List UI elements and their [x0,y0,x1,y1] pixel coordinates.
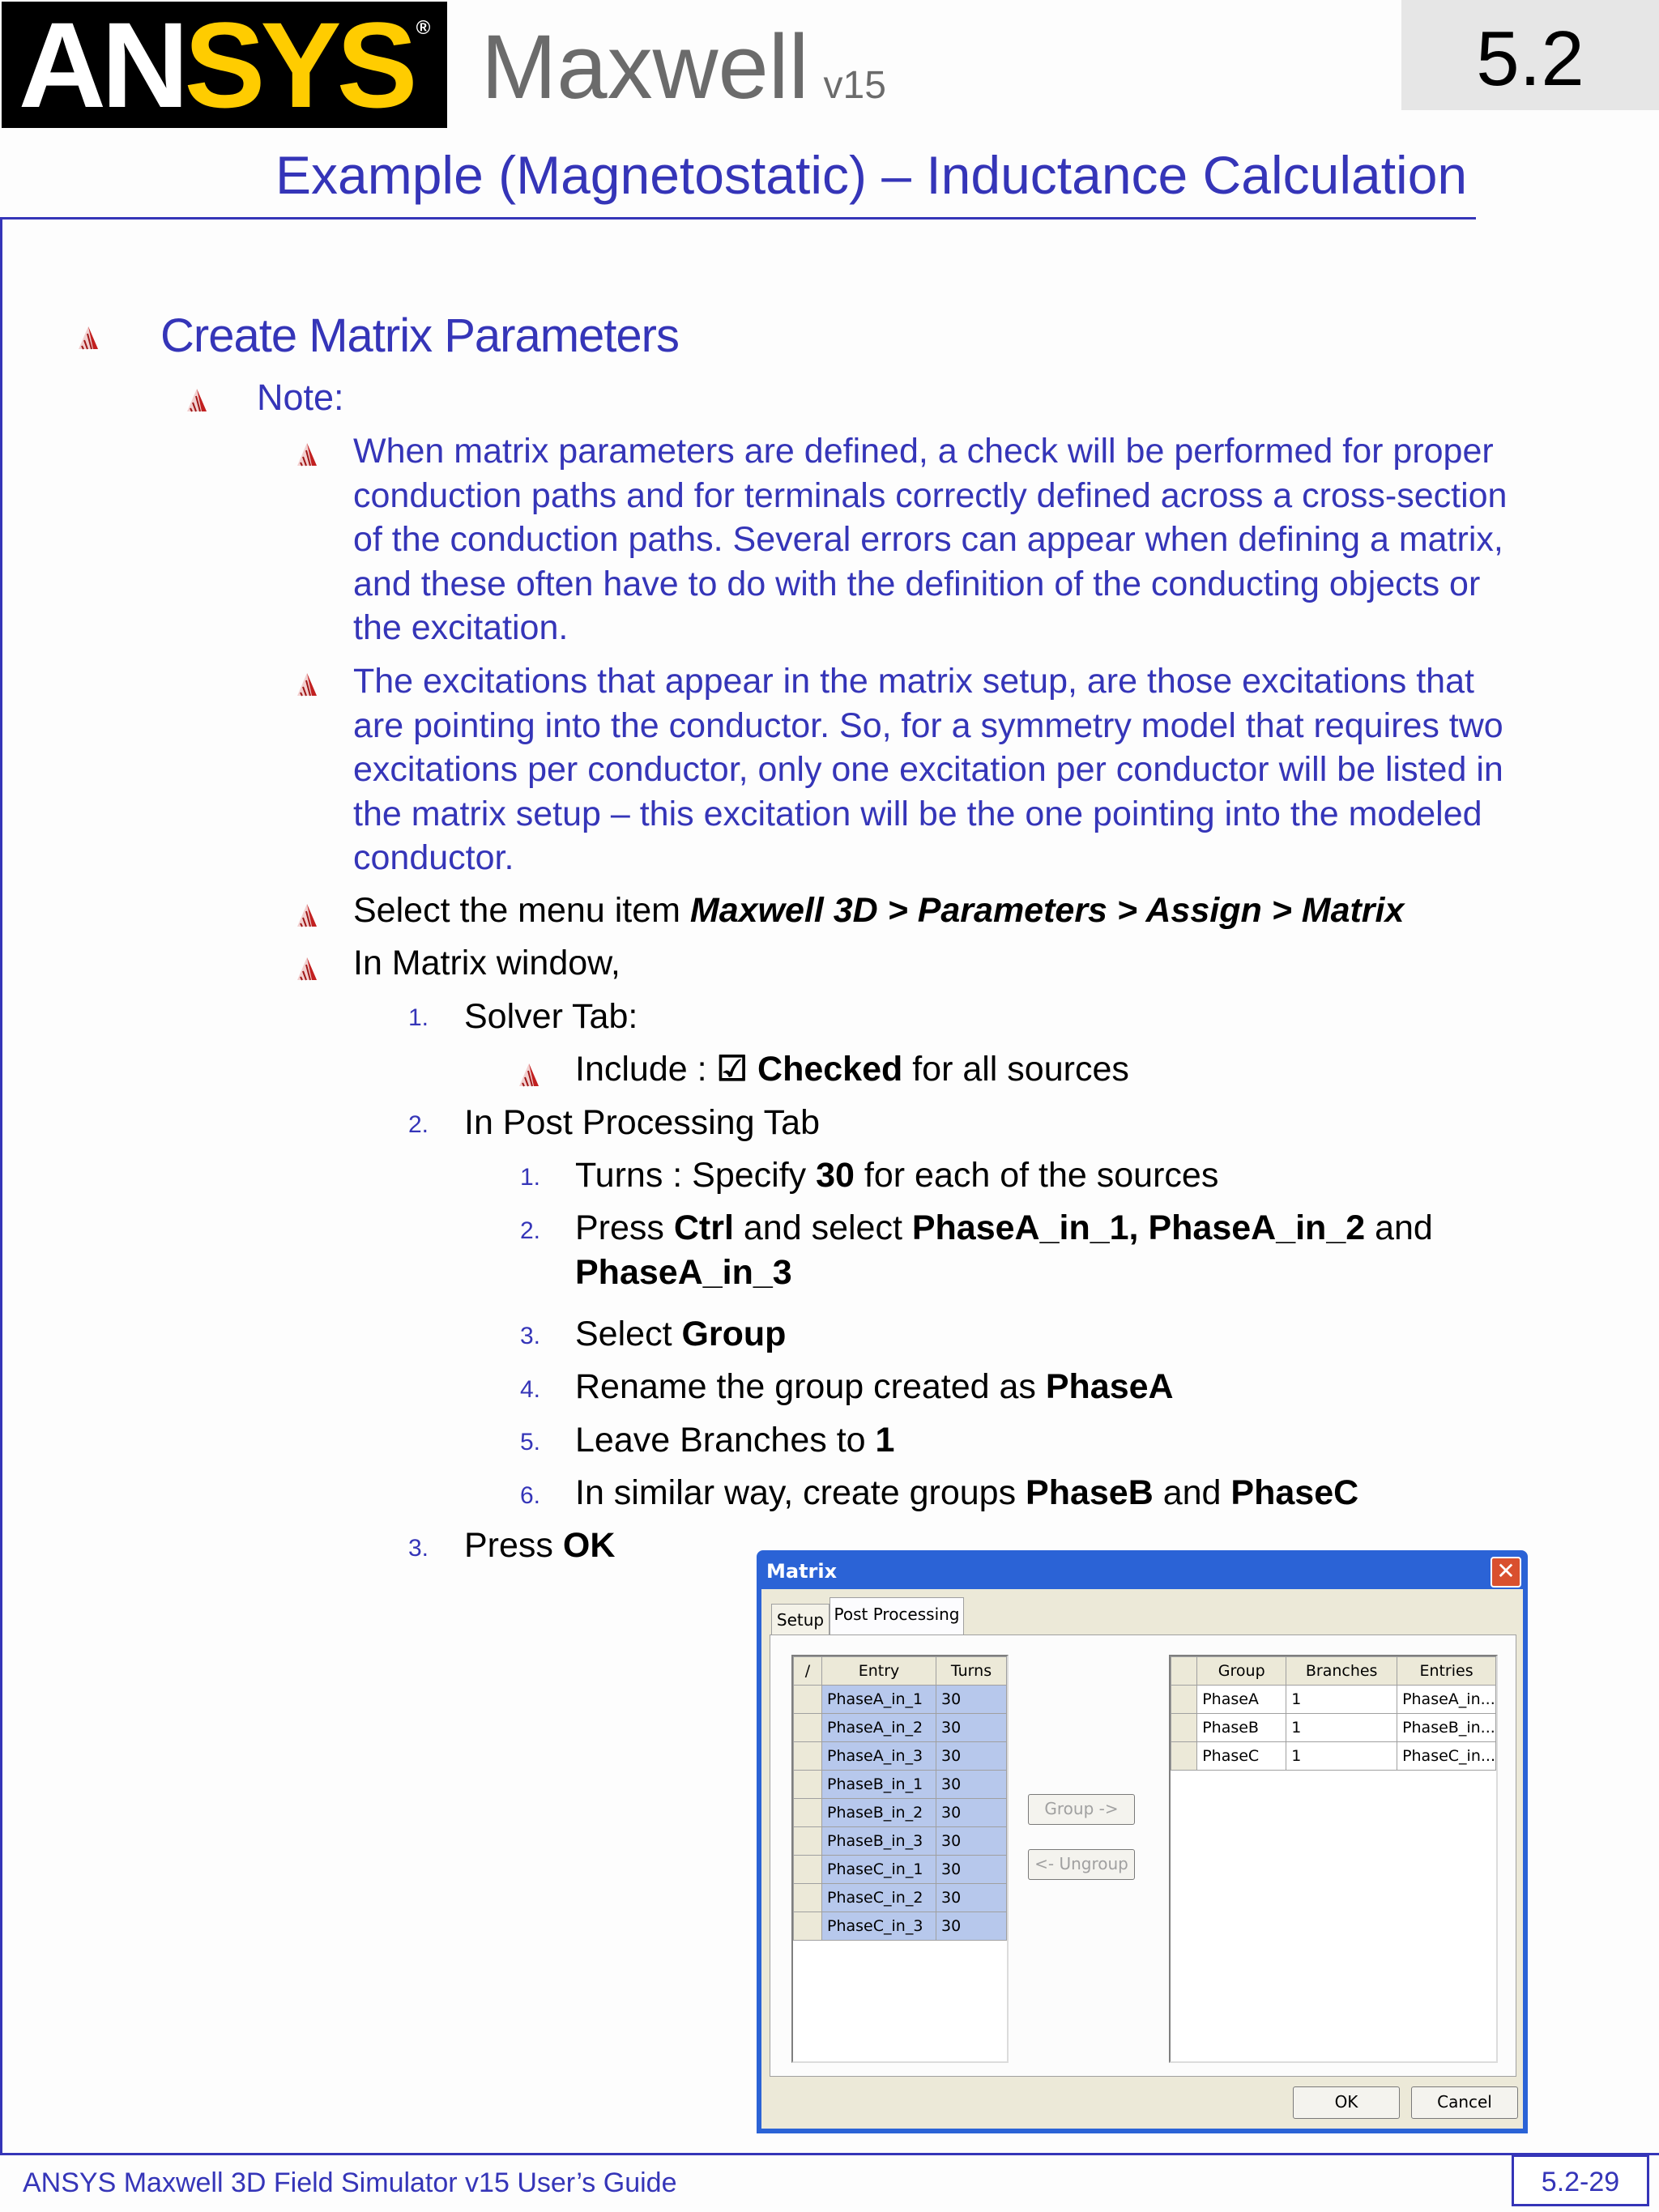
table-row[interactable] [794,1714,1007,1742]
turns-cell[interactable]: 30 [936,1884,1007,1912]
group-grid[interactable] [1169,1655,1498,2063]
sub4-a: Rename the group created as [575,1367,1046,1406]
entry-cell[interactable]: PhaseA_in_1 [822,1686,936,1714]
note1-line: and these often have to do with the definition of the conducting objects or [353,564,1481,603]
turns-cell[interactable]: 30 [936,1714,1007,1742]
table-row[interactable] [794,1912,1007,1941]
turns-cell[interactable]: 30 [936,1771,1007,1799]
close-icon[interactable]: ✕ [1491,1557,1521,1588]
note1-line: the excitation. [353,608,569,647]
table-row[interactable] [794,1771,1007,1799]
sub2-f: PhaseA_in_3 [575,1252,792,1292]
branches-cell[interactable]: 1 [1286,1714,1397,1742]
include-checked: Checked [757,1050,903,1089]
entry-cell[interactable]: PhaseC_in_2 [822,1884,936,1912]
table-row[interactable] [794,1799,1007,1827]
table-row[interactable] [1171,1686,1496,1714]
entry-grid-corner[interactable]: / [794,1657,822,1686]
ungroup-button[interactable]: <- Ungroup [1028,1849,1135,1880]
footer-rule [0,2153,1659,2155]
include-suffix: for all sources [902,1050,1129,1089]
ok-button[interactable]: OK [1293,2086,1400,2119]
bullet-icon [78,326,99,350]
sub2-a: Press [575,1208,674,1247]
menu-path: Maxwell 3D > Parameters > Assign > Matrix [689,891,1405,930]
table-row[interactable] [794,1827,1007,1856]
table-row[interactable] [1171,1714,1496,1742]
row-header[interactable] [794,1827,822,1856]
note2-line: are pointing into the conductor. So, for a symmetry model that requires two [353,705,1503,745]
group-cell[interactable]: PhaseC [1197,1742,1286,1771]
sub2-d: PhaseA_in_1, PhaseA_in_2 [911,1208,1366,1247]
step-number: 2. [408,1111,429,1138]
substep-4 [575,1365,1174,1409]
entries-column-header[interactable]: Entries [1397,1657,1496,1686]
turns-cell[interactable]: 30 [936,1686,1007,1714]
note2-line: the matrix setup – this excitation will be the one pointing into the modeled [353,794,1482,833]
bullet-icon [296,903,318,927]
section-heading: Create Matrix Parameters [160,309,679,362]
entries-cell[interactable]: PhaseC_in... [1397,1742,1496,1771]
branches-column-header[interactable]: Branches [1286,1657,1397,1686]
include-prefix: Include : [575,1050,717,1089]
substep-number: 2. [520,1217,541,1244]
sub2-c: and select [733,1208,912,1247]
sub3-b: Group [681,1315,787,1353]
step3-text [464,1524,615,1568]
product-name [481,15,886,119]
step1-text: Solver Tab: [464,997,638,1036]
sub6-a: In similar way, create groups [575,1473,1026,1512]
tab-setup[interactable]: Setup [771,1604,830,1635]
sub6-c: and [1153,1473,1231,1512]
menu-instruction [353,889,1404,933]
substep-1 [575,1153,1218,1198]
bullet-icon [296,442,318,467]
row-header[interactable] [1171,1742,1197,1771]
table-row[interactable] [794,1742,1007,1771]
entry-cell[interactable]: PhaseB_in_3 [822,1827,936,1856]
row-header[interactable] [794,1799,822,1827]
note-label: Note: [257,377,344,418]
substep-2-line-1 [575,1206,1433,1251]
turns-column-header[interactable]: Turns [936,1657,1007,1686]
note1-line: conduction paths and for terminals correctly defined across a cross-section [353,475,1508,515]
entry-cell[interactable]: PhaseC_in_3 [822,1912,936,1941]
matrix-window-text: In Matrix window, [353,944,621,982]
row-header[interactable] [794,1742,822,1771]
entry-cell[interactable]: PhaseA_in_3 [822,1742,936,1771]
row-header[interactable] [794,1714,822,1742]
turns-cell[interactable]: 30 [936,1742,1007,1771]
branches-cell[interactable]: 1 [1286,1686,1397,1714]
include-instruction [575,1047,1129,1092]
step2-text: In Post Processing Tab [464,1103,821,1142]
row-header[interactable] [794,1912,822,1941]
dialog-title: Matrix [766,1560,838,1583]
row-header[interactable] [794,1686,822,1714]
footer-page-box [1512,2154,1649,2206]
sub1-b: 30 [816,1156,855,1195]
turns-cell[interactable]: 30 [936,1827,1007,1856]
step-number: 3. [408,1535,429,1562]
page-number: 5.2-29 [1541,2167,1620,2197]
turns-cell[interactable]: 30 [936,1912,1007,1941]
sub3-a: Select [575,1315,682,1353]
group-button[interactable]: Group -> [1028,1794,1135,1825]
group-grid-corner[interactable] [1171,1657,1197,1686]
sub5-b: 1 [875,1421,895,1460]
logo-registered: ® [416,17,431,39]
group-cell[interactable]: PhaseA [1197,1686,1286,1714]
bullet-icon [186,388,207,412]
checkbox-icon: ☑ [716,1050,748,1089]
sub1-c: for each of the sources [854,1156,1219,1195]
substep-2-line-2 [575,1251,1433,1295]
left-rule [0,217,2,2153]
table-row[interactable] [794,1686,1007,1714]
entry-cell[interactable]: PhaseB_in_2 [822,1799,936,1827]
entry-column-header[interactable]: Entry [822,1657,936,1686]
note2-line: The excitations that appear in the matrix setup, are those excitations that [353,662,1474,701]
entry-grid[interactable] [791,1655,1009,2063]
sub1-a: Turns : Specify [575,1156,817,1195]
substep-number: 4. [520,1376,541,1403]
substep-number: 5. [520,1429,541,1455]
substep-6 [575,1471,1358,1515]
page-title: Example (Magnetostatic) – Inductance Calculation [275,145,1468,205]
group-column-header[interactable]: Group [1197,1657,1286,1686]
sub6-d: PhaseC [1230,1473,1359,1512]
section-box [1401,0,1659,110]
row-header[interactable] [794,1856,822,1884]
substep-number: 6. [520,1482,541,1509]
note-paragraph-1 [353,429,1507,650]
substep-5 [575,1418,894,1463]
table-row[interactable] [794,1884,1007,1912]
branches-cell[interactable]: 1 [1286,1742,1397,1771]
table-row[interactable] [1171,1742,1496,1771]
row-header[interactable] [1171,1686,1197,1714]
sub4-b: PhaseA [1045,1367,1174,1406]
tab-post-processing[interactable]: Post Processing [830,1597,964,1635]
entries-cell[interactable]: PhaseB_in... [1397,1714,1496,1742]
substep-number: 3. [520,1323,541,1349]
substep-2 [575,1206,1433,1294]
turns-cell[interactable]: 30 [936,1799,1007,1827]
title-rule [0,217,1476,219]
substep-3 [575,1312,786,1357]
table-row[interactable] [794,1856,1007,1884]
step3-a: Press [464,1526,563,1565]
sub5-a: Leave Branches to [575,1421,876,1460]
note2-line: excitations per conductor, only one excitation per conductor will be listed in [353,750,1503,789]
logo-text-sys: SYS [184,0,413,133]
step-number: 1. [408,1004,429,1031]
logo-text-an: AN [18,0,185,133]
step3-b: OK [562,1526,616,1565]
section-number: 5.2 [1476,15,1584,102]
note1-line: When matrix parameters are defined, a check will be performed for proper [353,432,1494,471]
matrix-dialog [757,1550,1528,2133]
sub6-b: PhaseB [1026,1473,1154,1512]
footer-guide-title: ANSYS Maxwell 3D Field Simulator v15 User’s Guide [23,2167,677,2198]
bullet-icon [296,672,318,697]
bullet-icon [296,957,318,981]
product-version: v15 [823,64,886,107]
entry-cell[interactable]: PhaseB_in_1 [822,1771,936,1799]
ansys-logo [2,0,447,133]
dialog-client [761,1589,1523,2129]
entry-cell[interactable]: PhaseC_in_1 [822,1856,936,1884]
product-title: Maxwell [481,16,809,117]
sub2-e: and [1365,1208,1433,1247]
group-cell[interactable]: PhaseB [1197,1714,1286,1742]
menu-prefix: Select the menu item [353,891,690,930]
row-header[interactable] [794,1771,822,1799]
turns-cell[interactable]: 30 [936,1856,1007,1884]
post-processing-panel [770,1634,1516,2077]
bullet-icon [518,1063,539,1087]
cancel-button[interactable]: Cancel [1411,2086,1518,2119]
note-paragraph-2 [353,659,1503,880]
note1-line: of the conduction paths. Several errors can appear when defining a matrix, [353,520,1503,559]
note2-line: conductor. [353,838,514,877]
entry-cell[interactable]: PhaseA_in_2 [822,1714,936,1742]
row-header[interactable] [794,1884,822,1912]
substep-number: 1. [520,1164,541,1191]
sub2-b: Ctrl [673,1208,734,1247]
row-header[interactable] [1171,1714,1197,1742]
entries-cell[interactable]: PhaseA_in... [1397,1686,1496,1714]
